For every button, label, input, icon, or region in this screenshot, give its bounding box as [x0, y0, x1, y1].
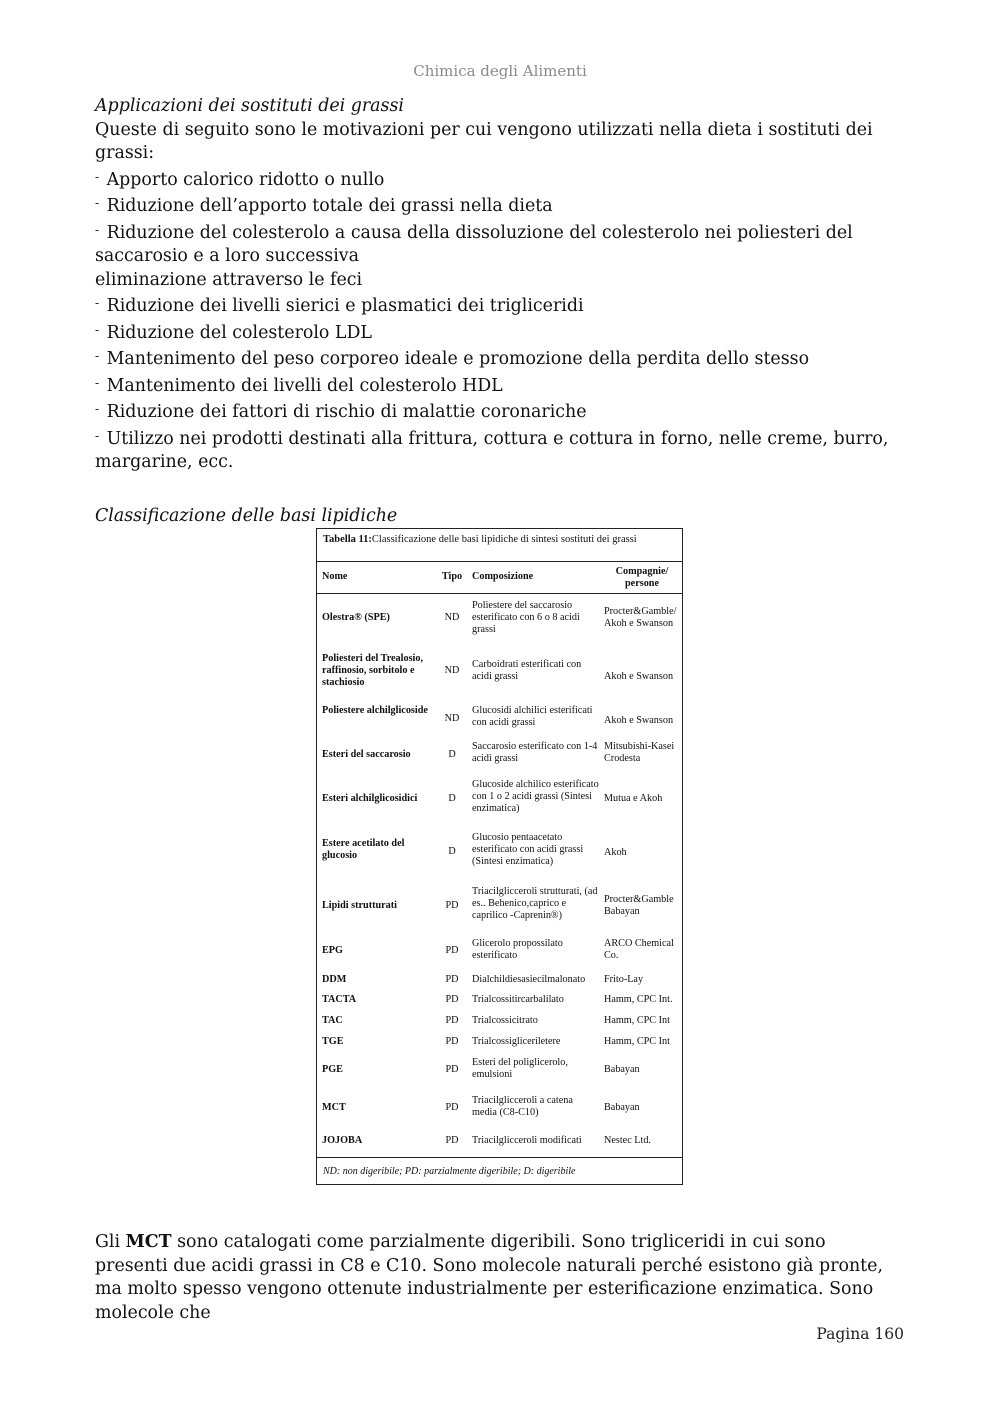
cell-persone: Babayan: [604, 1064, 640, 1075]
section-title-applicazioni: Applicazioni dei sostituti dei grassi: [95, 96, 404, 116]
mct-paragraph-prefix: Gli: [95, 1232, 126, 1252]
cell-tipo: ND: [444, 713, 460, 724]
cell-persone: Hamm, CPC Int.: [604, 994, 673, 1005]
cell-tipo: PD: [445, 1102, 459, 1113]
cell-nome: Esteri del saccarosio: [322, 749, 411, 760]
cell-nome: Poliestere alchilglicoside: [322, 705, 428, 716]
list-item-text: Mantenimento del peso corporeo ideale e promozione della perdita dello stesso: [106, 349, 810, 369]
cell-composizione: Trialcossicitrato: [472, 1015, 538, 1026]
cell-tipo: ND: [444, 665, 460, 676]
cell-tipo: PD: [445, 1135, 459, 1146]
section-title-classificazione: Classificazione delle basi lipidiche: [95, 505, 398, 526]
table-caption-number: Tabella 11:: [323, 534, 372, 545]
cell-nome: TAC: [322, 1015, 343, 1026]
cell-persone: Hamm, CPC Int: [604, 1015, 670, 1026]
cell-composizione: Glucoside alchilico esterificato con 1 o 2 acidi grassi (Sintesi enzimatica): [472, 779, 599, 814]
header-nome: Nome: [322, 571, 348, 582]
cell-nome: EPG: [322, 945, 343, 956]
cell-composizione: Glucosio pentaacetato esterificato con acidi grassi (Sintesi enzimatica): [472, 832, 584, 867]
header-tipo: Tipo: [441, 571, 463, 582]
cell-tipo: PD: [445, 994, 459, 1005]
list-item: - Apporto calorico ridotto o nullo: [95, 169, 385, 190]
cell-persone: Babayan: [604, 1102, 640, 1113]
cell-persone: Nestec Ltd.: [604, 1135, 651, 1146]
cell-nome: JOJOBA: [322, 1135, 363, 1146]
header-composizione: Composizione: [472, 571, 534, 582]
cell-nome: Estere acetilato del glucosio: [322, 838, 405, 861]
cell-tipo: PD: [445, 945, 459, 956]
list-item-text: Riduzione dei fattori di rischio di malattie coronariche: [106, 402, 587, 422]
list-item-text: Mantenimento dei livelli del colesterolo HDL: [106, 375, 503, 396]
cell-composizione: Triacilglicceroli a catena media (C8-C10): [472, 1095, 573, 1118]
list-item: - Riduzione del colesterolo a causa della dissoluzione del colesterolo nei poliesteri del saccarosio e a loro successiva: [95, 222, 853, 266]
list-item-text: Riduzione del colesterolo a causa della dissoluzione del colesterolo nei poliesteri del saccarosio e a loro successiva: [95, 222, 853, 266]
cell-persone: Akoh e Swanson: [604, 671, 674, 682]
intro-paragraph: Queste di seguito sono le motivazioni per cui vengono utilizzati nella dieta i sostituti dei grassi:: [95, 119, 873, 163]
cell-persone: ARCO Chemical Co.: [604, 938, 674, 961]
cell-nome: Lipidi strutturati: [322, 900, 397, 911]
cell-persone: Akoh e Swanson: [604, 715, 674, 726]
list-item-text: Apporto calorico ridotto o nullo: [106, 169, 385, 190]
classification-table: [316, 528, 683, 1185]
cell-composizione: Esteri del poliglicerolo, emulsioni: [472, 1057, 568, 1080]
list-item-text: Riduzione dei livelli sierici e plasmatici dei trigliceridi: [106, 296, 584, 316]
main-content: [95, 95, 895, 528]
cell-nome: MCT: [322, 1102, 346, 1113]
cell-tipo: D: [448, 793, 456, 804]
list-item-text: Utilizzo nei prodotti destinati alla frittura, cottura e cottura in forno, nelle creme, burro, margarine, ecc.: [95, 428, 889, 472]
cell-persone: Akoh: [604, 847, 627, 858]
cell-tipo: PD: [445, 1036, 459, 1047]
list-item: - Utilizzo nei prodotti destinati alla frittura, cottura e cottura in forno, nelle creme, burro, margarine, ecc.: [95, 428, 889, 472]
list-item-text: Riduzione del colesterolo LDL: [106, 322, 372, 343]
page-number: Pagina 160: [816, 1325, 904, 1343]
cell-nome: PGE: [322, 1064, 343, 1075]
list-item: - Riduzione dell’apporto totale dei grassi nella dieta: [95, 196, 553, 216]
mct-paragraph: [95, 1231, 895, 1325]
header-persone: Compagnie/ persone: [615, 566, 669, 589]
table-footnote: ND: non digeribile; PD: parzialmente digeribile; D: digeribile: [323, 1166, 576, 1177]
cell-nome: TGE: [322, 1036, 344, 1047]
cell-tipo: D: [448, 749, 456, 760]
list-item-text: Riduzione dell’apporto totale dei grassi nella dieta: [106, 196, 553, 216]
cell-persone: Procter&Gamble Babayan: [604, 894, 674, 917]
cell-tipo: ND: [444, 612, 460, 623]
cell-composizione: Triacilglicceroli modificati: [472, 1135, 582, 1146]
list-item: - Riduzione del colesterolo LDL: [95, 322, 372, 343]
cell-composizione: Trialcossigliceriletere: [472, 1036, 561, 1047]
cell-persone: Procter&Gamble/ Akoh e Swanson: [604, 606, 677, 629]
cell-composizione: Carboidrati esterificati con acidi grassi: [472, 659, 582, 682]
page-header-title: Chimica degli Alimenti: [413, 62, 587, 80]
list-item: - Mantenimento dei livelli del colesterolo HDL: [95, 375, 503, 396]
cell-nome: Esteri alchilglicosidici: [322, 793, 418, 804]
list-item: - Mantenimento del peso corporeo ideale e promozione della perdita dello stesso: [95, 349, 810, 369]
motivations-list: [95, 166, 895, 475]
cell-nome: DDM: [322, 974, 347, 985]
mct-paragraph-text: sono catalogati come parzialmente digeribili. Sono trigliceridi in cui sono presenti due acidi grassi in C8 e C10. Sono molecole naturali perché esistono già pronte, ma molto spesso vengono ottenute industrialmente per esterificazione enzimatica. Sono molecole che: [95, 1232, 883, 1323]
cell-composizione: Saccarosio esterificato con 1-4 acidi grassi: [472, 741, 598, 764]
cell-persone: Hamm, CPC Int: [604, 1036, 670, 1047]
mct-bold-term: MCT: [125, 1232, 172, 1252]
cell-composizione: Trialcossitircarbalilato: [472, 994, 564, 1005]
cell-composizione: Glicerolo propossilato esterificato: [472, 938, 563, 961]
cell-composizione: Poliestere del saccarosio esterificato con 6 o 8 acidi grassi: [472, 600, 580, 635]
table-caption: [323, 534, 678, 546]
cell-nome: Olestra® (SPE): [322, 612, 390, 623]
cell-composizione: Triacilglicceroli strutturati, (ad es.. Behenico,caprico e caprilico -Caprenin®): [472, 886, 598, 921]
cell-persone: Frito-Lay: [604, 974, 644, 985]
cell-tipo: PD: [445, 974, 459, 985]
cell-nome: TACTA: [322, 994, 357, 1005]
cell-tipo: D: [448, 846, 456, 857]
list-item-text: eliminazione attraverso le feci: [95, 269, 363, 290]
cell-tipo: PD: [445, 900, 459, 911]
list-item: - Riduzione dei fattori di rischio di malattie coronariche: [95, 402, 587, 422]
cell-nome: Poliesteri del Trealosio, raffinosio, sorbitolo e stachiosio: [322, 653, 424, 688]
cell-composizione: Dialchildiesasiecilmalonato: [472, 974, 586, 985]
list-item: - Riduzione dei livelli sierici e plasmatici dei trigliceridi: [95, 296, 584, 316]
cell-persone: Mitsubishi-Kasei Crodesta: [604, 741, 675, 764]
list-item: [95, 269, 895, 293]
cell-tipo: PD: [445, 1015, 459, 1026]
cell-composizione: Glucosidi alchilici esterificati con acidi grassi: [472, 705, 593, 728]
cell-tipo: PD: [445, 1064, 459, 1075]
table-caption-text: Classificazione delle basi lipidiche di sintesi sostituti dei grassi: [371, 534, 637, 545]
cell-persone: Mutua e Akoh: [604, 793, 663, 804]
